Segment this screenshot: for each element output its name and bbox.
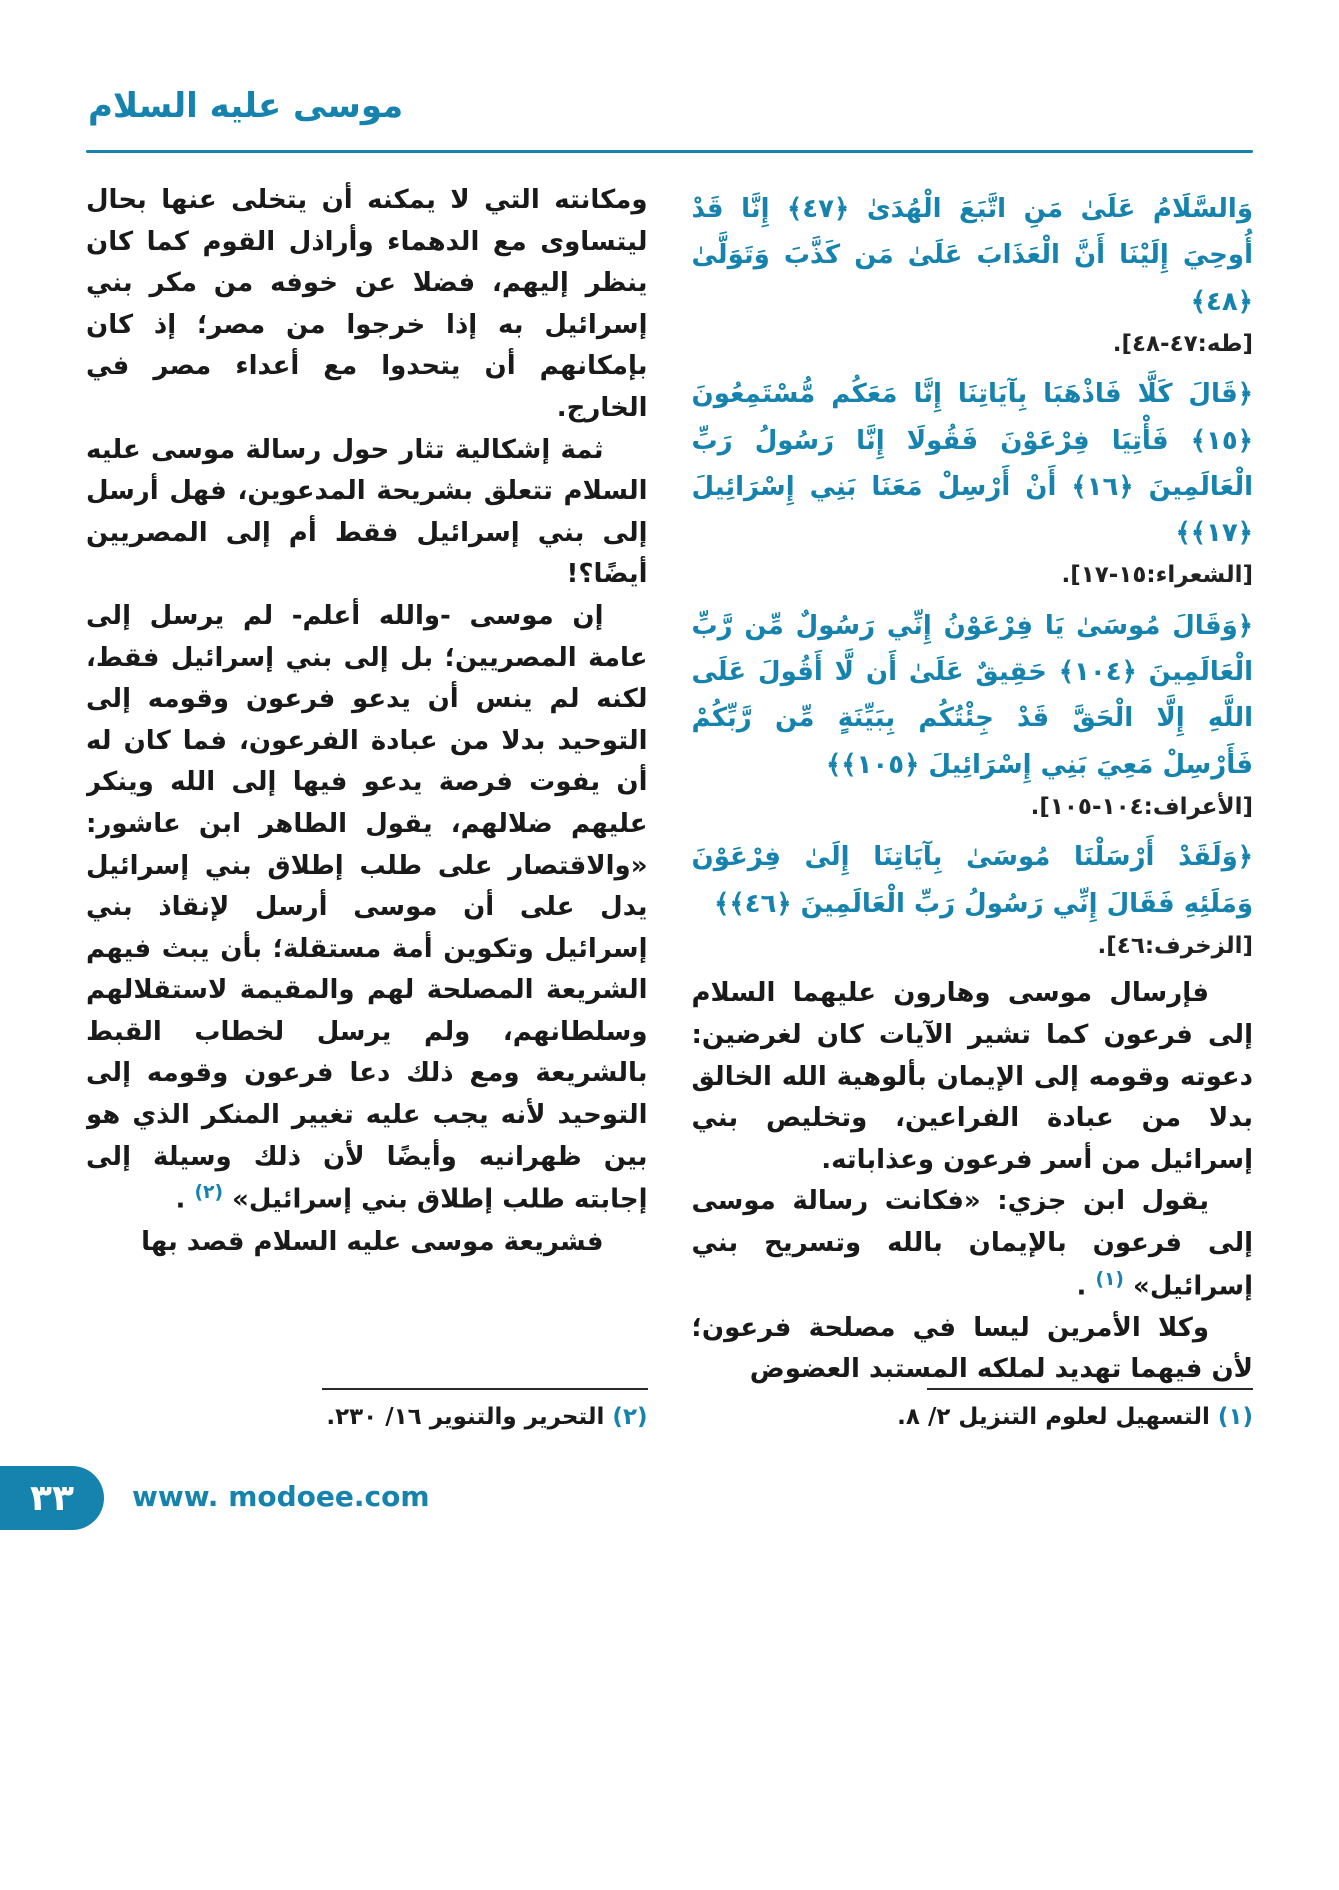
- body-paragraph: فإرسال موسى وهارون عليهما السلام إلى فرعون كما تشير الآيات كان لغرضين: دعوته وقومه إلى الإيمان بألوهية الله الخالق بدلا من عبادة الفراعين، وتخليص بني إسرائيل من أسر فرعون وعذاباته.: [691, 978, 1253, 1175]
- quran-verse: ﴿وَقَالَ مُوسَىٰ يَا فِرْعَوْنُ إِنِّي رَسُولٌ مِّن رَّبِّ الْعَالَمِينَ ﴿١٠٤﴾ حَقِيقٌ عَلَىٰ أَن لَّا أَقُولَ عَلَى اللَّهِ إِلَّا الْحَقَّ قَدْ جِئْتُكُم بِبَيِّنَةٍ مِّن رَّبِّكُمْ فَأَرْسِلْ مَعِيَ بَنِي إِسْرَائِيلَ ﴿١٠٥﴾﴾: [691, 610, 1253, 780]
- footnote-marker: (١): [1095, 1268, 1124, 1290]
- body-paragraph: ثمة إشكالية تثار حول رسالة موسى عليه السلام تتعلق بشريحة المدعوين، فهل أرسل إلى بني إسرائيل فقط أم إلى المصريين أيضًا؟!: [86, 434, 648, 590]
- body-paragraph: إن موسى -والله أعلم- لم يرسل إلى عامة المصريين؛ بل إلى بني إسرائيل فقط، لكنه لم ينس أن يدعو فرعون وقومه إلى التوحيد بدلا من عبادة الفرعون، فما كان له أن يفوت فرصة يدعو فيها إلى الله وينكر عليهم ضلالهم، يقول الطاهر ابن عاشور: «والاقتصار على طلب إطلاق بني إسرائيل يدل على أن موسى أرسل لإنقاذ بني إسرائيل وتكوين أمة مستقلة؛ بأن يبث فيهم الشريعة المصلحة لهم والمقيمة لاستقلالهم وسلطانهم، ولم يرسل لخطاب القبط بالشريعة ومع ذلك دعا فرعون وقومه إلى التوحيد لأنه يجب عليه تغيير المنكر الذي هو بين ظهرانيه وأيضًا لأن ذلك وسيلة إلى إجابته طلب إطلاق بني إسرائيل» $^{(٢)}$ .: [86, 600, 648, 1215]
- column-left: [86, 180, 648, 1385]
- page-title: موسى عليه السلام: [88, 86, 404, 126]
- footnote-source: التحرير والتنوير ١٦/ ٢٣٠.: [326, 1404, 605, 1430]
- footnote-text: [86, 1400, 648, 1435]
- text-columns: [86, 180, 1253, 1385]
- footnote-number: (١): [1217, 1404, 1253, 1430]
- footnote-text: [692, 1400, 1254, 1435]
- verse-reference: [الزخرف:٤٦].: [1097, 932, 1253, 959]
- body-paragraph: فشريعة موسى عليه السلام قصد بها: [141, 1226, 604, 1257]
- body-paragraph: وكلا الأمرين ليسا في مصلحة فرعون؛ لأن فيهما تهديد لملكه المستبد العضوض: [691, 1312, 1253, 1385]
- verse-reference: [الأعراف:١٠٤-١٠٥].: [1030, 793, 1253, 820]
- quran-verse: وَالسَّلَامُ عَلَىٰ مَنِ اتَّبَعَ الْهُدَىٰ ﴿٤٧﴾ إِنَّا قَدْ أُوحِيَ إِلَيْنَا أَنَّ الْعَذَابَ عَلَىٰ مَن كَذَّبَ وَتَوَلَّىٰ ﴿٤٨﴾: [691, 194, 1253, 317]
- page-number-badge: [0, 1466, 104, 1530]
- footnote-separator: [927, 1388, 1253, 1390]
- footnote-1: [692, 1388, 1254, 1435]
- verse-reference: [طه:٤٧-٤٨].: [1112, 330, 1253, 357]
- website-url: www. modoee.com: [132, 1480, 430, 1513]
- quran-verse: ﴿قَالَ كَلَّا فَاذْهَبَا بِآيَاتِنَا إِنَّا مَعَكُم مُّسْتَمِعُونَ ﴿١٥﴾ فَأْتِيَا فِرْعَوْنَ فَقُولَا إِنَّا رَسُولُ رَبِّ الْعَالَمِينَ ﴿١٦﴾ أَنْ أَرْسِلْ مَعَنَا بَنِي إِسْرَائِيلَ ﴿١٧﴾﴾: [691, 379, 1253, 549]
- footnote-marker: (٢): [194, 1182, 224, 1204]
- page-number: ٣٣: [30, 1477, 74, 1519]
- footnotes: [86, 1388, 1253, 1435]
- column-right: [692, 180, 1254, 1385]
- footnote-source: التسهيل لعلوم التنزيل ٢/ ٨.: [897, 1404, 1210, 1430]
- footnote-number: (٢): [612, 1404, 648, 1430]
- body-paragraph: يقول ابن جزي: «فكانت رسالة موسى إلى فرعون بالإيمان بالله وتسريح بني إسرائيل» $^{(١)}$ .: [691, 1186, 1253, 1302]
- footnote-2: [86, 1388, 648, 1435]
- quran-verse: ﴿وَلَقَدْ أَرْسَلْنَا مُوسَىٰ بِآيَاتِنَا إِلَىٰ فِرْعَوْنَ وَمَلَئِهِ فَقَالَ إِنِّي رَسُولُ رَبِّ الْعَالَمِينَ ﴿٤٦﴾﴾: [691, 842, 1253, 919]
- footnote-separator: [322, 1388, 648, 1390]
- body-paragraph: ومكانته التي لا يمكنه أن يتخلى عنها بحال ليتساوى مع الدهماء وأراذل القوم كما كان ينظر إليهم، فضلا عن خوفه من مكر بني إسرائيل به إذا خرجوا من مصر؛ إذ كان بإمكانهم أن يتحدوا مع أعداء مصر في الخارج.: [86, 185, 648, 423]
- verse-reference: [الشعراء:١٥-١٧].: [1061, 562, 1253, 589]
- header-rule: [86, 150, 1253, 153]
